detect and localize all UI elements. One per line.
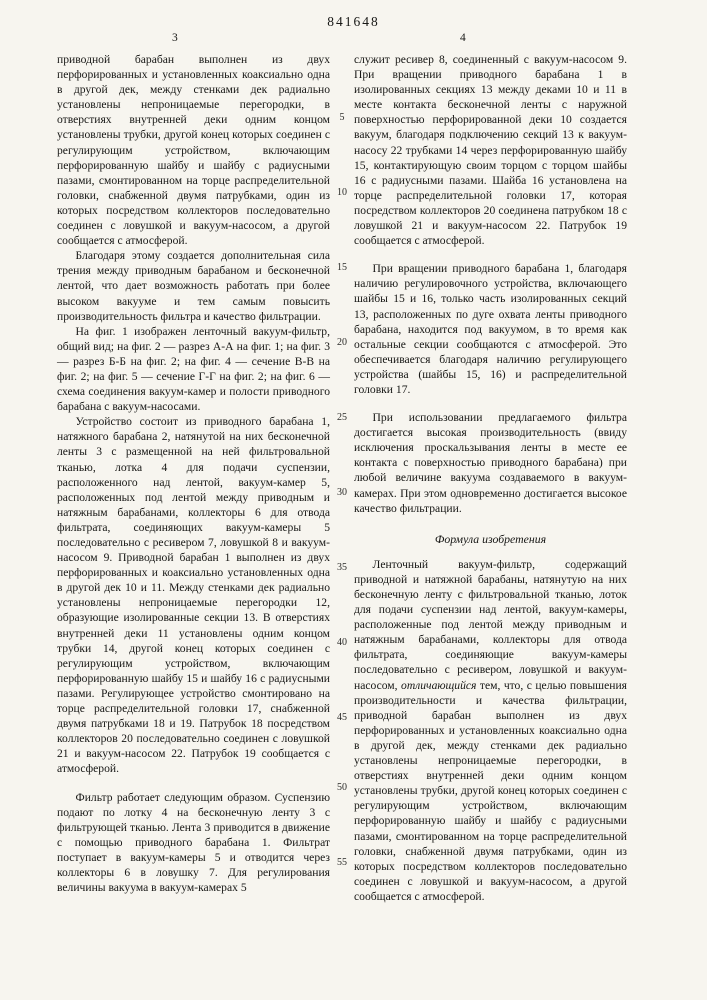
- line-number: 35: [337, 562, 347, 573]
- paragraph: Благодаря этому создается дополнительная сила трения между приводным барабаном и бесконечной лентой, что дает возможность работать при более высоком вакууме и тем самым повысить производительность фильтра и качество фильтрации.: [57, 249, 330, 323]
- paragraph: На фиг. 1 изображен ленточный вакуум-фильтр, общий вид; на фиг. 2 — разрез А-А на фиг. 1; на фиг. 3 — разрез Б-Б на фиг. 2; на фиг. 4 — сечение В-В на фиг. 2; на фиг. 5 — сечение Г-Г на фиг. 2; на фиг. 6 — схема соединения вакуум-камер и полости приводного барабана с вакуум-насосами.: [57, 324, 330, 414]
- text-columns: [57, 52, 627, 904]
- left-column: [57, 52, 330, 904]
- line-number: 25: [337, 412, 347, 423]
- line-number: 5: [339, 112, 345, 123]
- column-number-right: 4: [460, 32, 466, 44]
- line-number-gutter: [330, 52, 354, 904]
- line-number: 40: [337, 637, 347, 648]
- claims-heading: Формула изобретения: [434, 531, 547, 546]
- line-number: 45: [337, 712, 347, 723]
- right-column: [354, 52, 627, 904]
- paragraph: служит ресивер 8, соединенный с вакуум-насосом 9. При вращении приводного барабана 1 в изолированных секциях 13 между деками 10 и 11 в месте контакта бесконечной ленты с наружной поверхностью перфорированной деки 10 создается вакуум, благодаря подключению секций 13 к вакуум-насосу 22 трубками 14 через перфорированную шайбу 15, контактирующую своим торцом с торцом шайбы 16 с радиусными пазами. Шайба 16 установлена на торце распределительной головки 17, которая посредством коллекторов 20 соединена патрубком 18 с ловушкой 21 и вакуум-насосом 22. Патрубок 19 сообщается с атмосферой.: [354, 53, 627, 248]
- claim-paragraph: [354, 557, 627, 904]
- paragraph: приводной барабан выполнен из двух перфорированных и установленных коаксиально одна в другой дек, между стенками дек радиально установлены непроницаемые перегородки, в отверстиях внутренней деки одним концом установлены трубки, другой конец которых соединен с регулирующим устройством, включающим перфорированную шайбу и шайбу с радиусными пазами, смонтированном на торце распределительной головки, снабженной двумя патрубками, один из которых посредством коллекторов последовательно соединен с ловушкой и вакуум-насосом, а другой сообщается с атмосферой.: [57, 53, 330, 248]
- line-number: 55: [337, 857, 347, 868]
- line-number: 30: [337, 487, 347, 498]
- claim-text-before: Ленточный вакуум-фильтр, содержащий приводной и натяжной барабаны, натянутую на них бесконечную ленту с фильтровальной тканью, лоток для подачи суспензии над лентой, вакуум-камеры, расположенные под лентой между приводным и натяжным барабанами, коллекторы для отвода фильтрата, соединяющие вакуум-камеры последовательно с ресивером, ловушкой и вакуум-насосом,: [354, 557, 627, 692]
- paragraph: При вращении приводного барабана 1, благодаря наличию регулировочного устройства, включающего шайбы 15 и 16, только часть изолированных секций 13, расположенных по дуге охвата ленты приводного барабана, находится под вакуумом, в то время как остальные секции сообщаются с атмосферой. Это обеспечивается благодаря наличию регулирующего устройства (шайбы 15, 16) и распределительной головки 17.: [354, 262, 627, 396]
- patent-number: 841648: [327, 14, 380, 29]
- column-number-left: 3: [172, 32, 178, 44]
- claim-text-after: тем, что, с целью повышения производительности и качества фильтрации, приводной барабан выполнен из двух перфорированных и установленных коаксиально одна в другой дек, между стенками дек радиально установлены непроницаемые перегородки, в отверстиях внутренней деки одним концом установлены трубки, другой конец которых соединен с регулирующим устройством, включающим перфорированную шайбу и шайбу с радиусными пазами, смонтированном на торце распределительной головки, снабженной двумя патрубками, один из которых посредством коллекторов последовательно соединен с ловушкой и вакуум-насосом, а другой сообщается с атмосферой.: [354, 678, 627, 903]
- line-number: 50: [337, 782, 347, 793]
- paragraph: При использовании предлагаемого фильтра достигается высокая производительность (ввиду исключения проскальзывания ленты в месте ее контакта с поверхностью приводного барабана) при любой величине вакуума создаваемого в вакуум-камерах. При этом одновременно достигается высокое качество фильтрации.: [354, 411, 627, 515]
- line-number: 10: [337, 187, 347, 198]
- paragraph: Фильтр работает следующим образом. Суспензию подают по лотку 4 на бесконечную ленту 3 с фильтрующей тканью. Лента 3 приводится в движение с помощью приводного барабана 1. Фильтрат поступает в вакуум-камеры 5 и отводится через коллекторы 6 в ловушку 7. Для регулирования величины вакуума в вакуум-камерах 5: [57, 790, 330, 895]
- paragraph: Устройство состоит из приводного барабана 1, натяжного барабана 2, натянутой на них бесконечной ленты 3 с размещенной на ней фильтровальной тканью, лотка 4 для подачи суспензии, расположенного над лентой, вакуум-камер 5, расположенных под лентой между приводным и натяжным барабанами, коллекторы 6 для отвода фильтрата, соединяющих вакуум-камеры 5 последовательно с ресивером 7, ловушкой 8 и вакуум-насосом 9. Приводной барабан 1 выполнен из двух перфорированных и коаксиально установленных одна в другой дек 10 и 11. Между стенками дек радиально установлены непроницаемые перегородки 12, образующие изолированные секции 13. В отверстиях внутренней деки 11 установлены одним концом трубки 14, другой конец которых соединен с регулирующим устройством, включающим перфорированную шайбу 15 и шайбу 16 с радиусными пазами. Регулирующее устройство смонтировано на торце распределительной головки 17, снабженной двумя патрубками 18 и 19. Патрубок 18 посредством коллекторов 20 последовательно соединен с ловушкой 21 и вакуум-насосом 22. Патрубок 19 сообщается с атмосферой.: [57, 415, 330, 776]
- claim-text-italic: отличающийся: [401, 678, 477, 692]
- page-header: [0, 0, 707, 52]
- line-number: 20: [337, 337, 347, 348]
- line-number: 15: [337, 262, 347, 273]
